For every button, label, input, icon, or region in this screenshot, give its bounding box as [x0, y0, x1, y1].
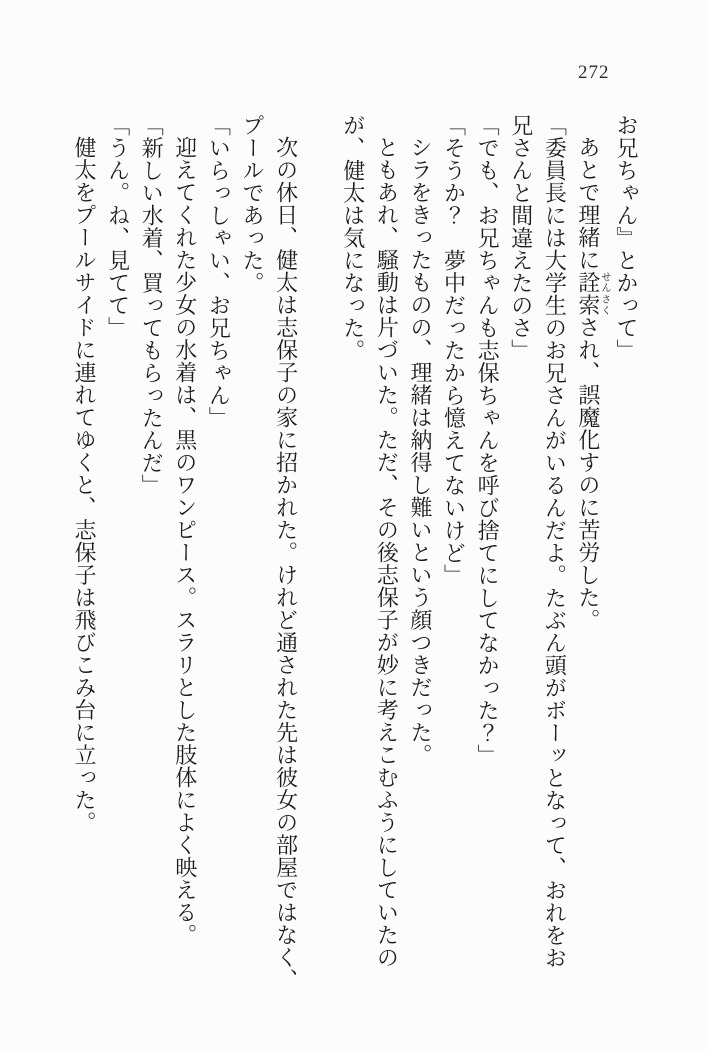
- furigana-ruby: 詮索せんさく: [575, 271, 610, 316]
- text-line: プールであった。: [239, 114, 265, 294]
- text-line: 健太をプールサイドに連れてゆくと、志保子は飛びこみ台に立った。: [72, 136, 97, 834]
- page-number: 272: [578, 62, 610, 83]
- text-line: 「いらっしゃい、お兄ちゃん」: [206, 114, 232, 429]
- text-block: [67, 114, 643, 991]
- blank-line: [303, 114, 337, 964]
- text-line: あとで理緒に詮索せんさくされ、誤魔化すのに苦労した。: [575, 136, 610, 631]
- text-line: が、健太は気になった。: [340, 114, 366, 362]
- text-line: 「うん。ね、見てて」: [105, 114, 131, 339]
- text-line: シラをきったものの、理緒は納得し難いという顔つきだった。: [407, 136, 433, 766]
- text-line: 迎えてくれた少女の水着は、黒のワンピース。スラリとした肢体によく映える。: [172, 136, 198, 946]
- text-line: 兄さんと間違えたのさ」: [508, 114, 534, 362]
- text-line: お兄ちゃん』とかって」: [614, 114, 639, 362]
- text-line: 「新しい水着、買ってもらったんだ」: [139, 114, 165, 497]
- text-line: ともあれ、騒動は片づいた。ただ、その後志保子が妙に考えこむふうにしていたの: [374, 136, 400, 969]
- text-line: 「委員長には大学生のお兄さんがいるんだよ。たぶん頭がボーッとなって、おれをお: [542, 114, 568, 969]
- text-line: 「でも、お兄ちゃんも志保ちゃんを呼び捨てにしてなかった？」: [475, 114, 501, 767]
- text-line: 次の休日、健太は志保子の家に招かれた。けれど通された先は彼女の部屋ではなく、: [273, 136, 299, 991]
- text-line: 「そうか？ 夢中だったから憶えてないけど」: [441, 114, 467, 587]
